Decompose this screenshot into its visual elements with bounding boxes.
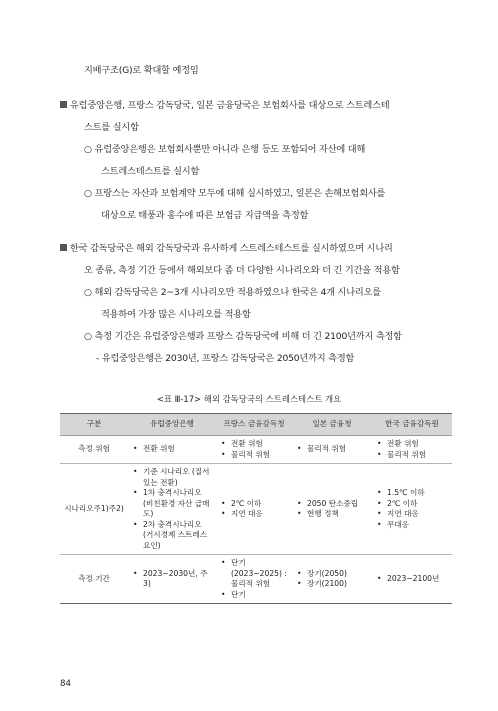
text-line: ○ 해외 감독당국은 2~3개 시나리오만 적용하였으나 한국은 4개 시나리오를: [84, 287, 381, 298]
text-line: ○ 유럽중앙은행은 보험회사뿐만 아니라 은행 등도 포함되어 자산에 대해: [84, 144, 366, 155]
square-bullet-icon: [60, 101, 67, 108]
bullet-line: 유럽중앙은행, 프랑스 감독당국, 일본 금융당국은 보험회사를 대상으로 스트레스테: [60, 100, 389, 112]
table-header: 프랑스 금융감독청: [216, 414, 292, 436]
bullet-line: 한국 감독당국은 해외 감독당국과 유사하게 스트레스테스트를 실시하였으며 시나리: [60, 243, 393, 255]
row-label: 측정 기간: [60, 555, 128, 604]
table-caption: <표 Ⅲ-17> 해외 감독당국의 스트레스테스트 개요: [156, 394, 342, 404]
table-header: 유럽중앙은행: [128, 414, 216, 436]
text-line: 오 종류, 측정 기간 등에서 해외보다 좀 더 다양한 시나리오와 더 긴 기간을 적용함: [84, 265, 400, 276]
table-row: 시나리오주1)주2) • 기준 시나리오 (질서있는 전환) • 1차 충격시나리오 (비친환경 자산 급매도) • 2차 충격시나리오 (거시경제 스트레스 요인) • 2℃ 이하 • 지연 대응 • 2050 탄소중립 • 현행 정책 • 1.5℃ 이하 • 2℃ 이하 • 지연 대응 • 무대응: [60, 464, 452, 555]
table-row: 측정 위험 • 전환 위험 • 전환 위험 • 물리적 위험 • 물리적 위험 • 전환 위험 • 물리적 위험: [60, 436, 452, 464]
table-row: 측정 기간 • 2023~2030년, 주3) • 단기 (2023~2025) : 물리적 위험 • 단기 • 장기(2050) • 장기(2100) • 2023~2100년: [60, 555, 452, 604]
square-bullet-icon: [60, 244, 67, 251]
row-label: 시나리오주1)주2): [60, 464, 128, 555]
text-line: ○ 프랑스는 자산과 보험계약 모두에 대해 실시하였고, 일본은 손해보험회사를: [84, 188, 386, 199]
table-header: 구분: [60, 414, 128, 436]
text-line: 적용하여 가장 많은 시나리오를 적용함: [101, 309, 251, 320]
text-line: 스트레스테스트를 실시함: [101, 166, 200, 177]
page-number: 84: [60, 679, 71, 689]
text-line: 대상으로 태풍과 홍수에 따른 보험금 지급액을 측정함: [101, 210, 309, 221]
text-line: ○ 측정 기간은 유럽중앙은행과 프랑스 감독당국에 비해 더 긴 2100년까지 측정함: [84, 331, 402, 342]
table-header: 한국 금융감독원: [372, 414, 452, 436]
text-line: 지배구조(G)로 확대할 예정임: [84, 65, 199, 76]
text-line: 스트를 실시함: [84, 122, 139, 133]
table-header: 일본 금융청: [292, 414, 372, 436]
stress-test-table: [60, 413, 452, 604]
text-line: - 유럽중앙은행은 2030년, 프랑스 감독당국은 2050년까지 측정함: [96, 353, 355, 364]
row-label: 측정 위험: [60, 436, 128, 464]
